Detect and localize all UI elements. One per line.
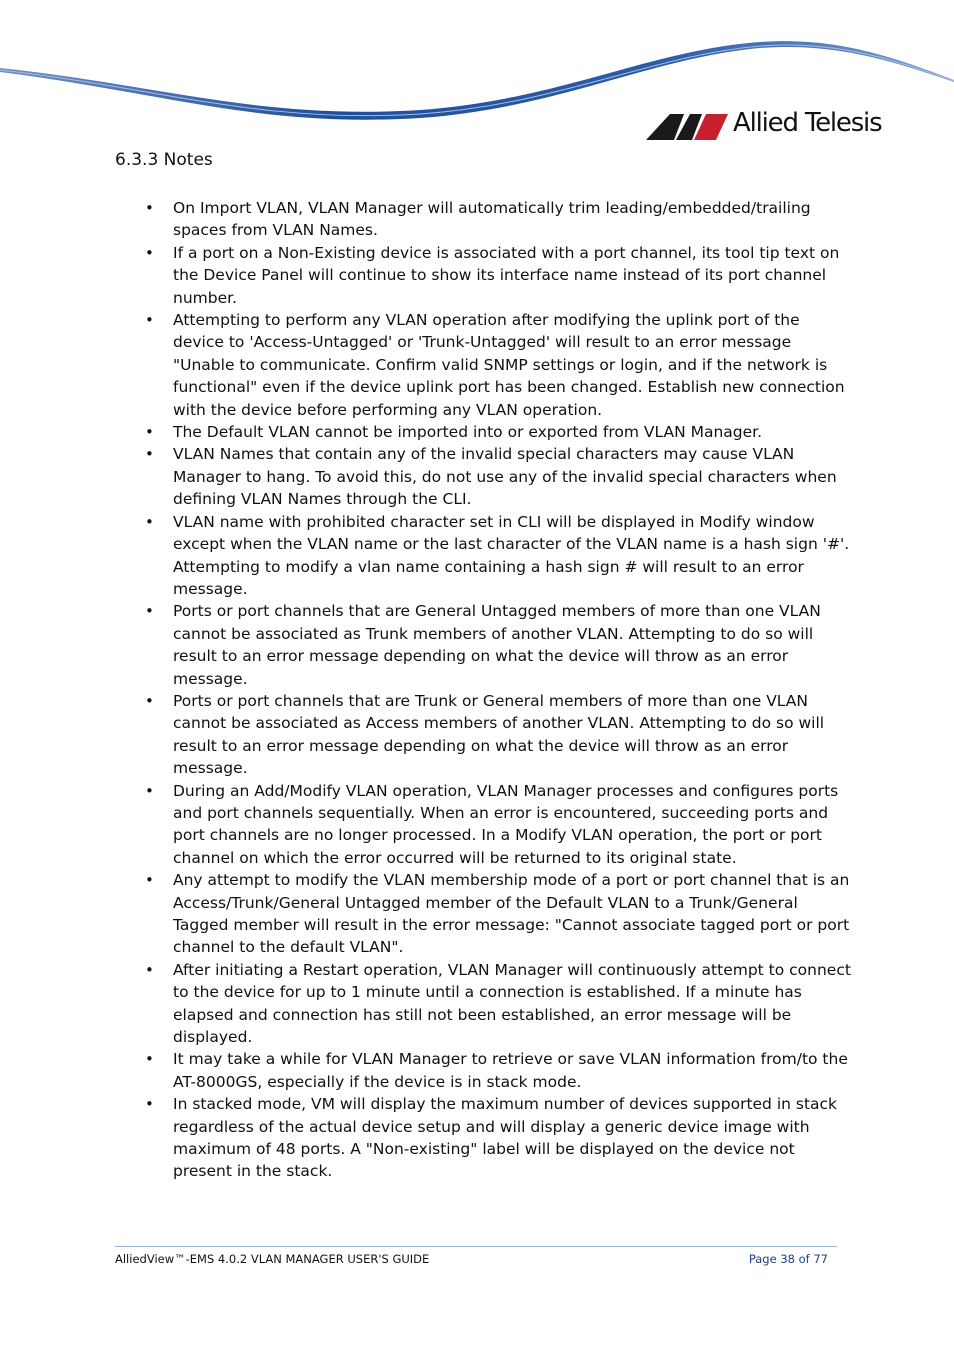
note-text: The Default VLAN cannot be imported into or exported from VLAN Manager.	[173, 423, 763, 442]
note-text: It may take a while for VLAN Manager to retrieve or save VLAN information from/to the AT-8000GS, especially if the device is in stack mode.	[173, 1050, 848, 1091]
note-text: VLAN Names that contain any of the invalid special characters may cause VLAN Manager to hang. To avoid this, do not use any of the invalid special characters when defining VLAN Names through the CLI.	[173, 445, 837, 509]
list-item	[115, 959, 855, 1049]
bullet: •	[145, 243, 154, 262]
list-item	[115, 242, 855, 309]
list-item	[115, 1093, 855, 1183]
list-item	[115, 421, 855, 443]
note-text: Any attempt to modify the VLAN membership mode of a port or port channel that is an Access/Trunk/General Untagged member of the Default VLAN to a Trunk/General Tagged member will result in the error message: "Cannot associate tagged port or port channel to the default VLAN".	[173, 871, 850, 957]
bullet: •	[145, 960, 154, 979]
notes-list	[115, 197, 855, 1183]
list-item	[115, 1048, 855, 1093]
list-item	[115, 600, 855, 690]
list-item	[115, 443, 855, 510]
bullet: •	[145, 311, 154, 330]
bullet: •	[145, 423, 154, 442]
list-item	[115, 309, 855, 421]
note-text: Ports or port channels that are Trunk or General members of more than one VLAN cannot be associated as Access members of another VLAN. Attempting to do so will result to an error message depending on what the device will throw as an error message.	[173, 691, 825, 778]
note-text: VLAN name with prohibited character set in CLI will be displayed in Modify window except when the VLAN name or the last character of the VLAN name is a hash sign '#'. Attempting to modify a vlan name containing a hash sign # will result to an error message.	[173, 512, 850, 598]
logo-text: Allied Telesis	[733, 108, 882, 138]
bullet: •	[145, 691, 154, 710]
bullet: •	[145, 1050, 154, 1069]
footer-document-title: AlliedView™-EMS 4.0.2 VLAN MANAGER USER'S GUIDE	[115, 1252, 430, 1266]
footer-divider	[115, 1246, 837, 1247]
bullet: •	[145, 199, 154, 217]
bullet: •	[145, 1095, 154, 1114]
list-item	[115, 511, 855, 601]
bullet: •	[145, 445, 154, 464]
note-text: On Import VLAN, VLAN Manager will automatically trim leading/embedded/trailing spaces from VLAN Names.	[173, 199, 811, 240]
bullet: •	[145, 512, 154, 531]
section-title: 6.3.3 Notes	[115, 150, 213, 170]
note-text: Ports or port channels that are General Untagged members of more than one VLAN cannot be associated as Trunk members of another VLAN. Attempting to do so will result to an error message depending on what the device will throw as an error message.	[173, 602, 821, 688]
list-item	[115, 780, 855, 870]
footer-page-number: Page 38 of 77	[748, 1252, 828, 1266]
list-item	[115, 690, 855, 780]
note-text: If a port on a Non-Existing device is associated with a port channel, its tool tip text on the Device Panel will continue to show its interface name instead of its port channel number.	[173, 243, 840, 307]
note-text: Attempting to perform any VLAN operation after modifying the uplink port of the device to 'Access-Untagged' or 'Trunk-Untagged' will result to an error message "Unable to communicate. Confirm valid SNMP settings or login, and if the network is functional" even if the device uplink port has been changed. Establish new connection with the device before performing any VLAN operation.	[173, 311, 845, 419]
note-text: In stacked mode, VM will display the maximum number of devices supported in stack regardless of the actual device setup and will display a generic device image with maximum of 48 ports. A "Non-existing" label will be displayed on the device not present in the stack.	[173, 1095, 838, 1181]
list-item	[115, 197, 855, 242]
list-item	[115, 869, 855, 959]
note-text: During an Add/Modify VLAN operation, VLAN Manager processes and configures ports and port channels sequentially. When an error is encountered, succeeding ports and port channels are no longer processed. In a Modify VLAN operation, the port or port channel on which the error occurred will be returned to its original state.	[173, 781, 839, 867]
bullet: •	[145, 871, 154, 890]
note-text: After initiating a Restart operation, VLAN Manager will continuously attempt to connect to the device for up to 1 minute until a connection is established. If a minute has elapsed and connection has still not been established, an error message will be displayed.	[173, 960, 851, 1047]
bullet: •	[145, 781, 154, 800]
bullet: •	[145, 602, 154, 621]
